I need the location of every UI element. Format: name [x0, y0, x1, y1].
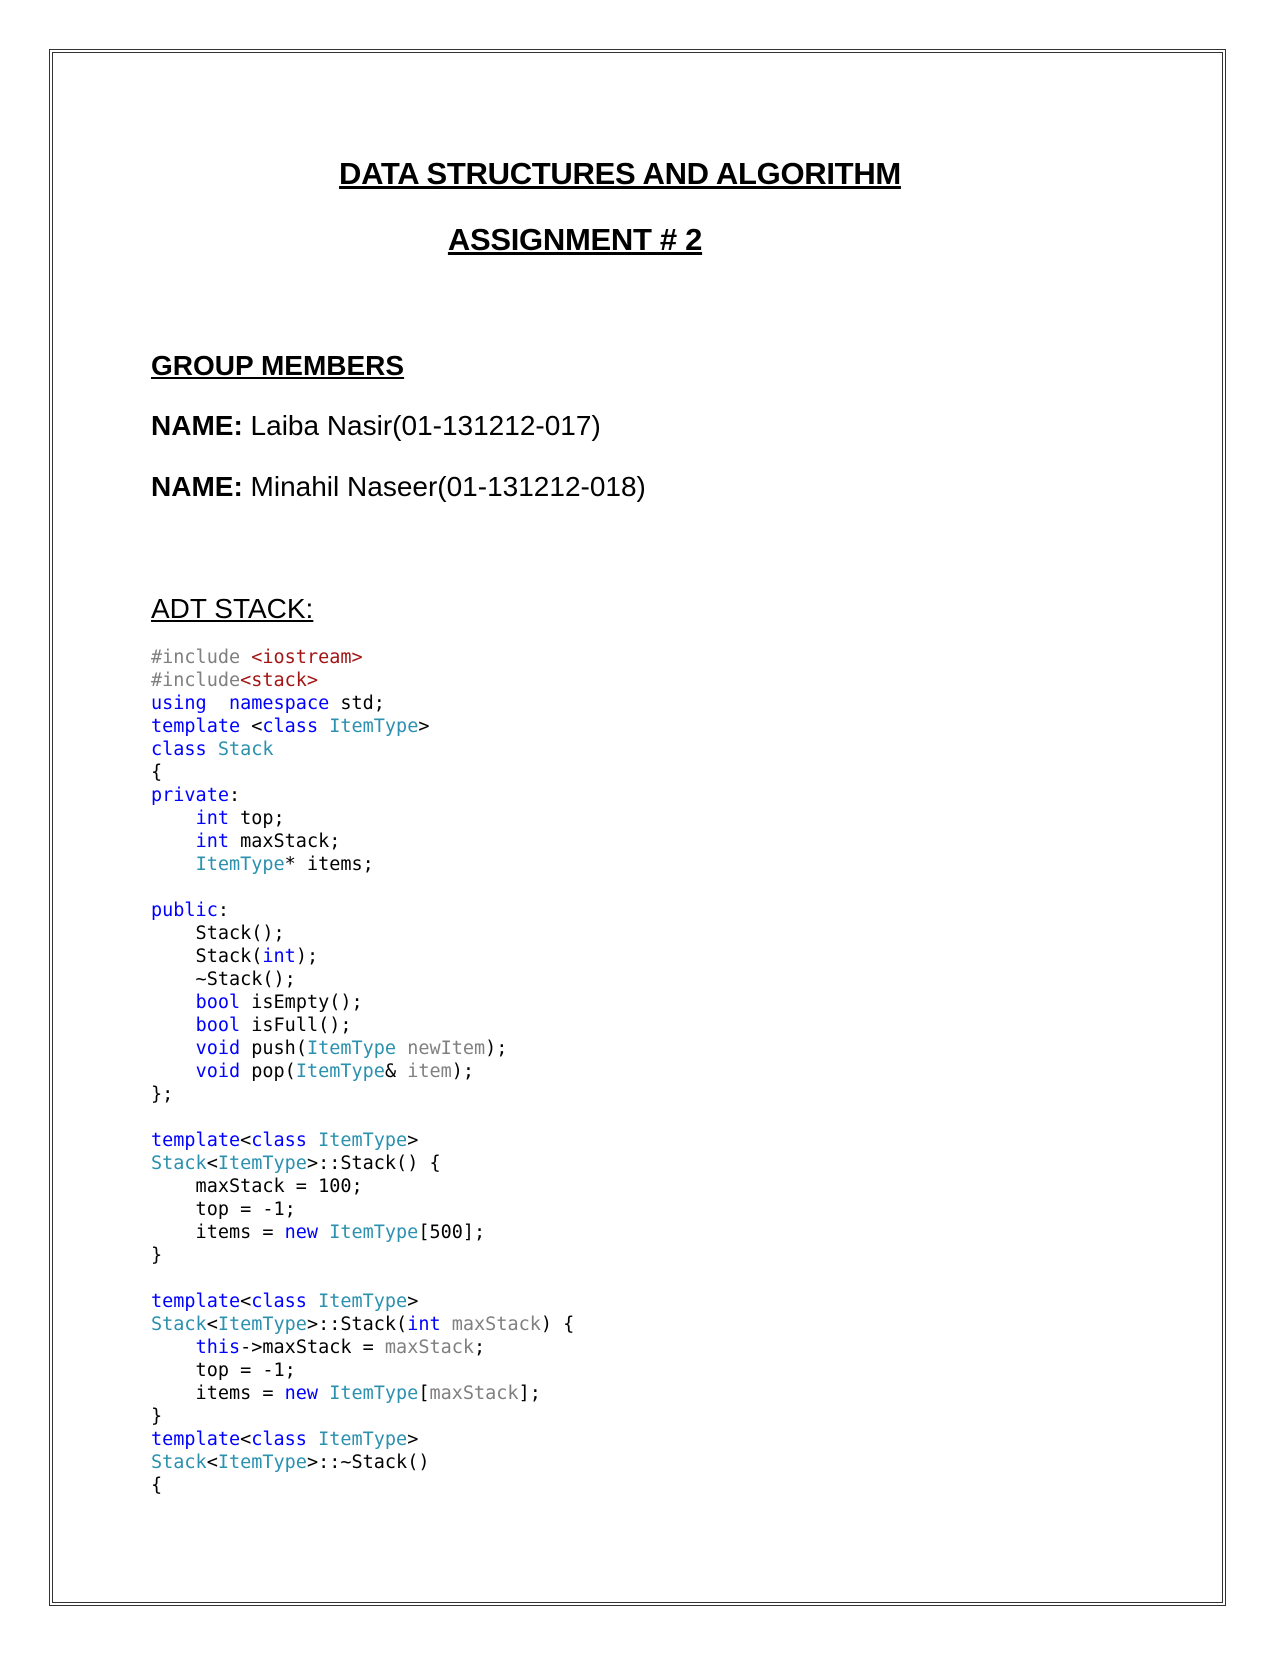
- code-token: [396, 1038, 407, 1059]
- code-token: >::~Stack(): [306, 1452, 430, 1473]
- code-line: [151, 1106, 574, 1129]
- code-line: [151, 1428, 574, 1451]
- document-title: DATA STRUCTURES AND ALGORITHM: [339, 156, 901, 191]
- member-label: NAME:: [151, 410, 243, 441]
- code-token: Stack();: [151, 923, 285, 944]
- code-token: template: [151, 716, 241, 737]
- code-token: >: [407, 1130, 419, 1151]
- member-name: Laiba Nasir(01-131212-017): [242, 410, 601, 441]
- code-line: [151, 1083, 574, 1106]
- code-token: maxStack: [429, 1383, 519, 1404]
- code-token: };: [151, 1084, 174, 1105]
- code-token: :: [217, 900, 229, 921]
- code-token: Stack: [151, 1153, 207, 1174]
- code-token: ItemType: [318, 1291, 408, 1312]
- code-line: [151, 1175, 574, 1198]
- code-line: [151, 692, 574, 715]
- code-token: ) {: [540, 1314, 575, 1335]
- code-token: >::Stack() {: [306, 1153, 441, 1174]
- code-token: pop(: [240, 1061, 296, 1082]
- code-line: [151, 1267, 574, 1290]
- code-token: {: [151, 762, 163, 783]
- code-line: [151, 991, 574, 1014]
- code-token: * items;: [284, 854, 374, 875]
- code-token: new: [284, 1383, 319, 1404]
- code-token: <: [206, 1452, 218, 1473]
- code-line: [151, 1221, 574, 1244]
- code-token: Stack: [151, 1452, 207, 1473]
- code-token: ItemType: [318, 1130, 408, 1151]
- code-line: [151, 1014, 574, 1037]
- code-token: maxStack;: [228, 831, 341, 852]
- code-token: >: [407, 1291, 419, 1312]
- code-token: items =: [151, 1383, 285, 1404]
- code-token: void: [195, 1061, 241, 1082]
- code-line: [151, 1313, 574, 1336]
- code-line: [151, 899, 574, 922]
- code-line: [151, 1359, 574, 1382]
- code-token: namespace: [228, 693, 330, 714]
- code-token: bool: [195, 992, 241, 1013]
- code-token: [151, 992, 196, 1013]
- code-token: template: [151, 1429, 241, 1450]
- code-token: );: [451, 1061, 475, 1082]
- code-line: [151, 646, 574, 669]
- code-token: newItem: [407, 1038, 486, 1059]
- code-line: [151, 761, 574, 784]
- code-line: [151, 1336, 574, 1359]
- code-block: [151, 646, 574, 1497]
- code-token: [207, 739, 218, 760]
- code-token: [: [418, 1383, 430, 1404]
- code-token: ItemType: [217, 1314, 307, 1335]
- code-token: ItemType: [329, 1383, 419, 1404]
- code-token: void: [195, 1038, 241, 1059]
- code-line: [151, 945, 574, 968]
- group-members-heading: GROUP MEMBERS: [151, 350, 405, 381]
- code-token: this: [195, 1337, 241, 1358]
- code-line: [151, 1451, 574, 1474]
- code-token: private: [151, 785, 229, 806]
- code-token: class: [251, 1130, 307, 1151]
- code-line: [151, 715, 574, 738]
- code-token: int: [195, 831, 229, 852]
- code-line: [151, 1060, 574, 1083]
- code-line: [151, 1037, 574, 1060]
- code-line: [151, 1405, 574, 1428]
- code-token: [441, 1314, 452, 1335]
- code-token: int: [407, 1314, 441, 1335]
- code-token: <: [240, 1291, 252, 1312]
- code-token: ItemType: [195, 854, 285, 875]
- adt-stack-heading: ADT STACK:: [151, 593, 314, 624]
- code-token: <stack>: [240, 670, 319, 691]
- code-token: >: [407, 1429, 419, 1450]
- code-token: top = -1;: [151, 1199, 296, 1220]
- code-token: >: [418, 716, 430, 737]
- code-token: [151, 1038, 196, 1059]
- code-token: Stack: [217, 739, 274, 760]
- member-name: Minahil Naseer(01-131212-018): [242, 471, 646, 502]
- code-token: ];: [518, 1383, 541, 1404]
- code-line: [151, 1290, 574, 1313]
- code-token: items =: [151, 1222, 285, 1243]
- code-line: [151, 1244, 574, 1267]
- code-token: template: [151, 1291, 241, 1312]
- code-token: std;: [329, 693, 385, 714]
- code-token: top;: [228, 808, 285, 829]
- code-token: <: [240, 1429, 252, 1450]
- code-line: [151, 738, 574, 761]
- code-token: :: [228, 785, 241, 806]
- assignment-title: ASSIGNMENT # 2: [447, 222, 703, 257]
- code-token: ItemType: [217, 1452, 307, 1473]
- code-token: public: [151, 900, 218, 921]
- code-token: [151, 1015, 196, 1036]
- code-token: bool: [195, 1015, 241, 1036]
- code-line: [151, 1152, 574, 1175]
- code-token: [307, 1429, 318, 1450]
- code-line: [151, 1382, 574, 1405]
- code-line: [151, 1474, 574, 1497]
- code-token: [307, 1291, 318, 1312]
- code-line: [151, 853, 574, 876]
- code-token: maxStack: [384, 1337, 475, 1358]
- code-token: [151, 1337, 196, 1358]
- code-token: #include: [151, 670, 241, 691]
- code-token: [318, 1383, 329, 1404]
- code-token: <: [240, 716, 263, 737]
- code-line: [151, 669, 574, 692]
- code-token: top = -1;: [151, 1360, 296, 1381]
- code-token: [207, 693, 229, 714]
- member-entry: [151, 410, 601, 442]
- code-line: [151, 830, 574, 853]
- code-token: [151, 854, 196, 875]
- member-label: NAME:: [151, 471, 243, 502]
- code-token: ;: [474, 1337, 486, 1358]
- code-token: ItemType: [318, 1429, 408, 1450]
- code-token: Stack: [151, 1314, 207, 1335]
- code-token: );: [295, 946, 319, 967]
- code-line: [151, 922, 574, 945]
- code-token: <: [206, 1314, 218, 1335]
- code-token: }: [151, 1406, 163, 1427]
- code-line: [151, 876, 574, 899]
- code-line: [151, 1198, 574, 1221]
- code-token: class: [251, 1429, 307, 1450]
- code-token: }: [151, 1245, 163, 1266]
- code-token: [318, 716, 329, 737]
- code-token: ItemType: [217, 1153, 307, 1174]
- code-token: ItemType: [329, 716, 419, 737]
- code-line: [151, 968, 574, 991]
- code-token: [307, 1130, 318, 1151]
- code-token: <: [240, 1130, 252, 1151]
- code-token: class: [262, 716, 319, 737]
- code-token: [500];: [418, 1222, 486, 1243]
- code-token: isEmpty();: [240, 992, 363, 1013]
- code-token: [318, 1222, 329, 1243]
- code-token: Stack(: [151, 946, 263, 967]
- code-line: [151, 784, 574, 807]
- code-token: int: [262, 946, 296, 967]
- code-token: #include: [151, 647, 252, 668]
- code-token: <: [206, 1153, 218, 1174]
- code-token: [151, 1061, 196, 1082]
- code-token: ItemType: [306, 1038, 397, 1059]
- code-token: {: [151, 1475, 163, 1496]
- code-token: ->maxStack =: [240, 1337, 385, 1358]
- code-token: class: [251, 1291, 307, 1312]
- code-line: [151, 1129, 574, 1152]
- code-token: new: [284, 1222, 319, 1243]
- code-token: <iostream>: [251, 647, 363, 668]
- code-token: class: [151, 739, 207, 760]
- code-token: template: [151, 1130, 241, 1151]
- code-token: maxStack = 100;: [151, 1176, 363, 1197]
- code-token: &: [384, 1061, 408, 1082]
- code-token: ItemType: [329, 1222, 419, 1243]
- code-token: ItemType: [295, 1061, 385, 1082]
- code-token: push(: [240, 1038, 307, 1059]
- code-token: isFull();: [240, 1015, 352, 1036]
- code-token: >::Stack(: [306, 1314, 408, 1335]
- code-token: maxStack: [451, 1314, 541, 1335]
- member-entry: [151, 471, 646, 503]
- code-token: [151, 831, 196, 852]
- code-token: );: [485, 1038, 508, 1059]
- code-token: using: [151, 693, 207, 714]
- code-line: [151, 807, 574, 830]
- code-token: item: [407, 1061, 452, 1082]
- code-token: [151, 808, 196, 829]
- code-token: int: [195, 808, 229, 829]
- code-token: ~Stack();: [151, 969, 296, 990]
